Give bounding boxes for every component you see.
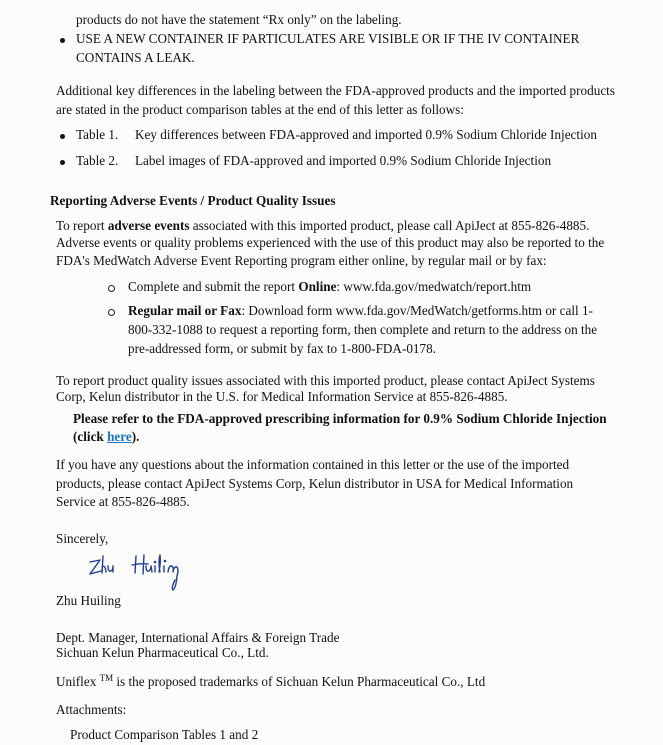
mail-fax-bold: Regular mail or Fax <box>128 303 242 318</box>
attachments-label: Attachments: <box>56 702 127 717</box>
refer-prefix: (click <box>73 429 108 444</box>
differences-line-2: are stated in the product comparison tables at the end of this letter as follows: <box>56 102 464 117</box>
online-url: : www.fda.gov/medwatch/report.htm <box>336 279 532 294</box>
handwritten-signature <box>86 552 206 594</box>
signer-name: Zhu Huiling <box>56 593 121 608</box>
bullet-icon <box>60 160 65 165</box>
signer-title: Dept. Manager, International Affairs & Foreign Trade <box>56 630 340 645</box>
mail-fax-line-2: 800-332-1088 to request a reporting form, then complete and return to the address on the <box>128 322 598 337</box>
signer-company: Sichuan Kelun Pharmaceutical Co., Ltd. <box>56 645 269 660</box>
warning-line-1: USE A NEW CONTAINER IF PARTICULATES ARE VISIBLE OR IF THE IV CONTAINER <box>76 31 580 46</box>
quality-line-2: Corp, Kelun distributor in the U.S. for Medical Information Service at 855-826-4885. <box>56 389 508 404</box>
table-1-text: Key differences between FDA-approved and imported 0.9% Sodium Chloride Injection <box>135 127 597 142</box>
circle-bullet-icon <box>108 309 115 316</box>
adverse-line-3: FDA's MedWatch Adverse Event Reporting program either online, by regular mail or by fax: <box>56 253 547 268</box>
quality-line-1: To report product quality issues associated with this imported product, please contact ApiJect Systems <box>56 373 595 388</box>
adverse-events-bold: adverse events <box>107 218 190 233</box>
online-prefix: Complete and submit the report <box>128 279 299 294</box>
refer-line-1: Please refer to the FDA-approved prescribing information for 0.9% Sodium Chloride Injection <box>73 411 607 426</box>
adverse-line-2: Adverse events or quality problems experienced with the use of this product may also be reported to the <box>56 235 605 250</box>
mail-fax-line-3: pre-addressed form, or submit by fax to 1-800-FDA-0178. <box>128 341 437 356</box>
rx-only-continuation: products do not have the statement “Rx only” on the labeling. <box>76 12 402 27</box>
trademark-notice <box>56 669 485 691</box>
salutation: Sincerely, <box>56 531 109 546</box>
warning-line-2: CONTAINS A LEAK. <box>76 50 195 65</box>
table-2-text: Label images of FDA-approved and imported 0.9% Sodium Chloride Injection <box>135 153 552 168</box>
prescribing-info-link[interactable]: here <box>107 429 132 444</box>
trademark-symbol: TM <box>99 673 114 683</box>
refer-suffix: ). <box>131 429 140 444</box>
circle-bullet-icon <box>108 285 115 292</box>
table-1-label: Table 1. <box>76 127 119 142</box>
questions-line-2: products, please contact ApiJect Systems Corp, Kelun distributor in USA for Medical Information <box>56 476 574 491</box>
bullet-icon <box>60 38 65 43</box>
questions-line-1: If you have any questions about the information contained in this letter or the use of the imported <box>56 457 570 472</box>
adverse-prefix: To report <box>56 218 108 233</box>
refer-line-2 <box>73 427 139 446</box>
differences-line-1: Additional key differences in the labeling between the FDA-approved products and the imported products <box>56 83 615 98</box>
online-option-text <box>128 277 531 296</box>
trademark-suffix: is the proposed trademarks of Sichuan Kelun Pharmaceutical Co., Ltd <box>113 674 486 689</box>
trademark-prefix: Uniflex <box>56 674 100 689</box>
bullet-icon <box>60 134 65 139</box>
mail-fax-line-1 <box>128 301 593 320</box>
online-bold: Online <box>298 279 337 294</box>
questions-line-3: Service at 855-826-4885. <box>56 494 190 509</box>
adverse-suffix: associated with this imported product, please call ApiJect at 855-826-4885. <box>189 218 590 233</box>
mail-fax-suffix: : Download form www.fda.gov/MedWatch/getforms.htm or call 1- <box>241 303 593 318</box>
attachment-item: Product Comparison Tables 1 and 2 <box>70 727 259 742</box>
table-2-label: Table 2. <box>76 153 119 168</box>
reporting-heading: Reporting Adverse Events / Product Quality Issues <box>50 193 336 208</box>
